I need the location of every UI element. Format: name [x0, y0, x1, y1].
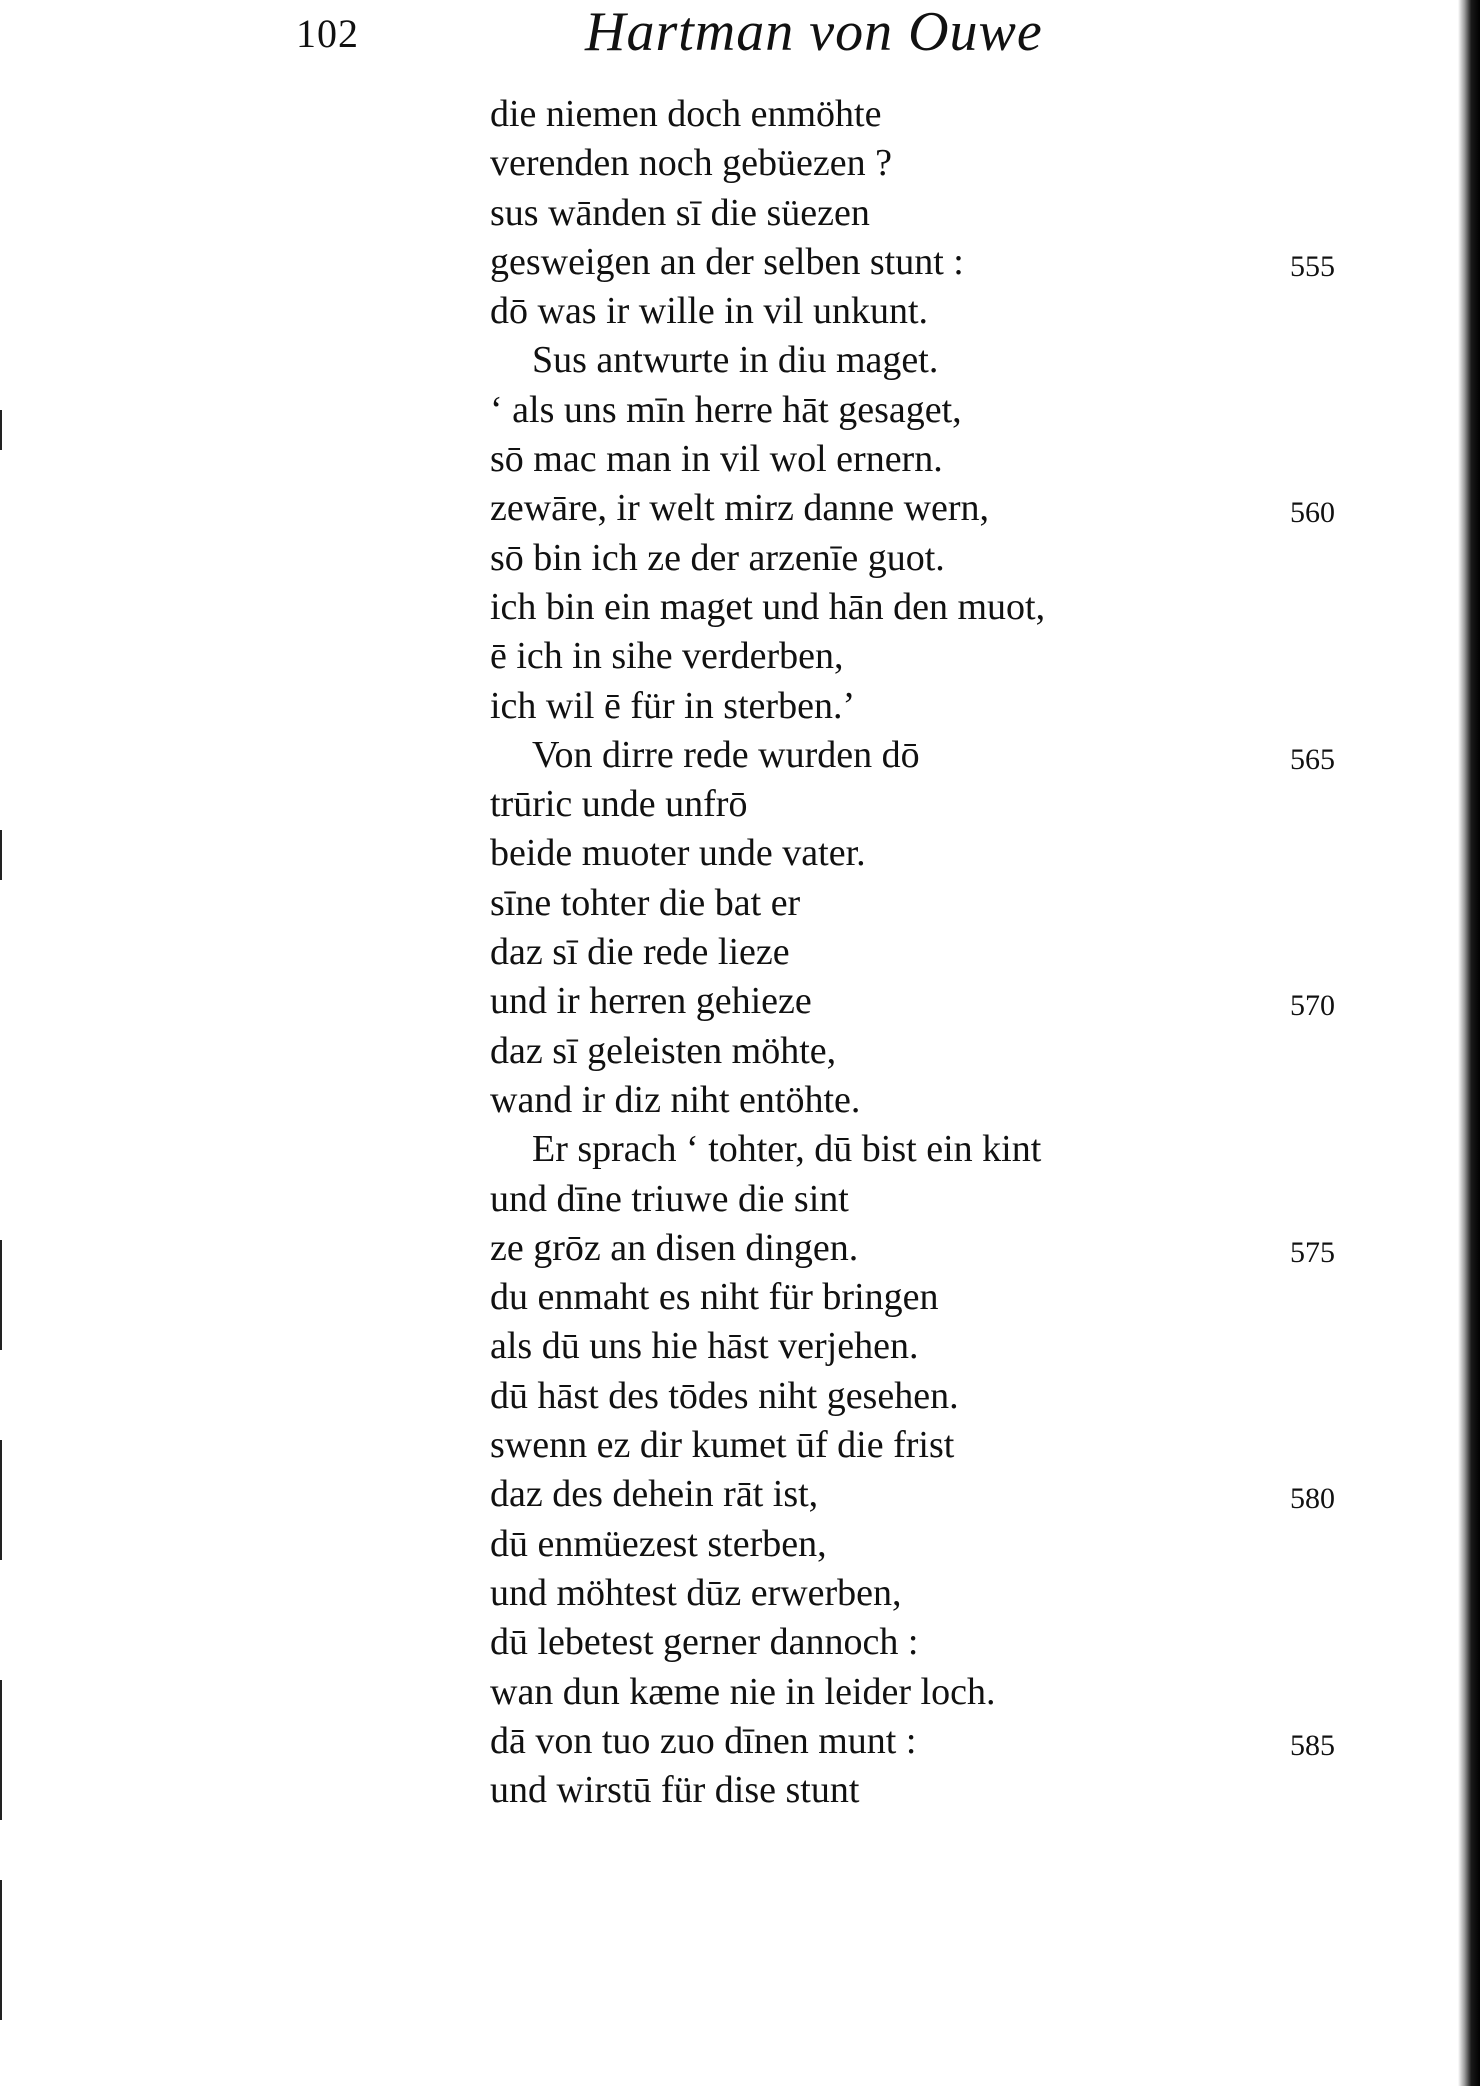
line-number: 560 — [1290, 496, 1335, 530]
verse-line — [490, 1766, 1350, 1815]
verse-text: du enmaht es niht für bringen — [490, 1276, 939, 1319]
verse-text: sō bin ich ze der arzenīe guot. — [490, 536, 945, 579]
page-edge-shadow — [1458, 0, 1480, 2086]
verse-line — [490, 632, 1350, 681]
verse-line — [490, 1125, 1350, 1174]
line-number: 585 — [1290, 1728, 1335, 1762]
verse-text: und wirstū für dise stunt — [490, 1769, 860, 1812]
verse-line — [490, 1175, 1350, 1224]
running-title: Hartman von Ouwe — [585, 1, 1043, 63]
verse-line — [490, 1027, 1350, 1076]
verse-line — [490, 731, 1350, 780]
verse-line — [490, 1668, 1350, 1717]
verse-text: die niemen doch enmöhte — [490, 93, 882, 135]
verse-line — [490, 435, 1350, 484]
verse-text: verenden noch gebüezen ? — [490, 142, 892, 185]
verse-line — [490, 1618, 1350, 1667]
line-number: 580 — [1290, 1482, 1335, 1516]
verse-text: daz des dehein rāt ist, — [490, 1473, 819, 1516]
line-number: 555 — [1290, 249, 1335, 283]
verse-text: Sus antwurte in diu maget. — [532, 339, 939, 382]
verse-text: ich bin ein maget und hān den muot, — [490, 585, 1046, 628]
verse-text: gesweigen an der selben stunt : — [490, 240, 964, 283]
verse-line — [490, 977, 1350, 1026]
verse-text: und dīne triuwe die sint — [490, 1177, 849, 1220]
verse-text: wand ir diz niht entöhte. — [490, 1078, 861, 1121]
verse-line — [490, 1273, 1350, 1322]
verse-text: sō mac man in vil wol ernern. — [490, 438, 943, 481]
verse-line — [490, 1322, 1350, 1371]
verse-line — [490, 1421, 1350, 1470]
verse-text: trūric unde unfrō — [490, 783, 748, 826]
verse-text: und möhtest dūz erwerben, — [490, 1571, 902, 1614]
verse-line — [490, 90, 1350, 139]
verse-text: zewāre, ir welt mirz danne wern, — [490, 487, 990, 530]
verse-line — [490, 1717, 1350, 1766]
verse-line — [490, 336, 1350, 385]
verse-text: dū enmüezest sterben, — [490, 1522, 827, 1565]
verse-text: dā von tuo zuo dīnen munt : — [490, 1719, 917, 1762]
verse-line — [490, 484, 1350, 533]
verse-text: als dū uns hie hāst verjehen. — [490, 1325, 919, 1368]
verse-line — [490, 534, 1350, 583]
verse-line — [490, 829, 1350, 878]
verse-text: sīne tohter die bat er — [490, 881, 801, 924]
line-number: 575 — [1290, 1235, 1335, 1269]
verse-text: Er sprach ‘ tohter, dū bist ein kint — [532, 1128, 1042, 1171]
verse-line — [490, 139, 1350, 188]
verse-line — [490, 1520, 1350, 1569]
margin-mark — [0, 1240, 2, 1350]
margin-mark — [0, 830, 2, 880]
verse-text: ‘ als uns mīn herre hāt gesaget, — [490, 388, 962, 431]
line-number: 570 — [1290, 989, 1335, 1023]
margin-mark — [0, 1880, 2, 2020]
verse-line — [490, 1076, 1350, 1125]
verse-text: sus wānden sī die süezen — [490, 191, 870, 234]
verse-block — [490, 90, 1350, 1815]
verse-line — [490, 238, 1350, 287]
verse-text: und ir herren gehieze — [490, 980, 812, 1023]
verse-line — [490, 1224, 1350, 1273]
verse-line — [490, 583, 1350, 632]
verse-line — [490, 1470, 1350, 1519]
verse-line — [490, 189, 1350, 238]
verse-text: daz sī die rede lieze — [490, 931, 790, 974]
left-margin-marks — [0, 0, 8, 2086]
page-header — [0, 0, 1480, 80]
line-number: 565 — [1290, 742, 1335, 776]
verse-text: daz sī geleisten möhte, — [490, 1029, 837, 1072]
verse-line — [490, 780, 1350, 829]
verse-line — [490, 1569, 1350, 1618]
verse-line — [490, 386, 1350, 435]
verse-text: swenn ez dir kumet ūf die frist — [490, 1424, 955, 1467]
page-number: 102 — [296, 11, 359, 56]
verse-line — [490, 1372, 1350, 1421]
verse-text: beide muoter unde vater. — [490, 832, 866, 875]
verse-text: dū hāst des tōdes niht gesehen. — [490, 1374, 959, 1417]
verse-text: ich wil ē für in sterben.’ — [490, 684, 856, 727]
verse-line — [490, 928, 1350, 977]
verse-text: dū lebetest gerner dannoch : — [490, 1621, 919, 1664]
verse-line — [490, 287, 1350, 336]
margin-mark — [0, 1440, 2, 1560]
verse-line — [490, 879, 1350, 928]
verse-text: wan dun kæme nie in leider loch. — [490, 1670, 996, 1713]
verse-text: Von dirre rede wurden dō — [532, 733, 920, 776]
verse-text: ē ich in sihe verderben, — [490, 635, 844, 678]
verse-text: ze grōz an disen dingen. — [490, 1226, 859, 1269]
verse-line — [490, 682, 1350, 731]
margin-mark — [0, 410, 2, 450]
margin-mark — [0, 1680, 2, 1820]
verse-text: dō was ir wille in vil unkunt. — [490, 290, 929, 333]
